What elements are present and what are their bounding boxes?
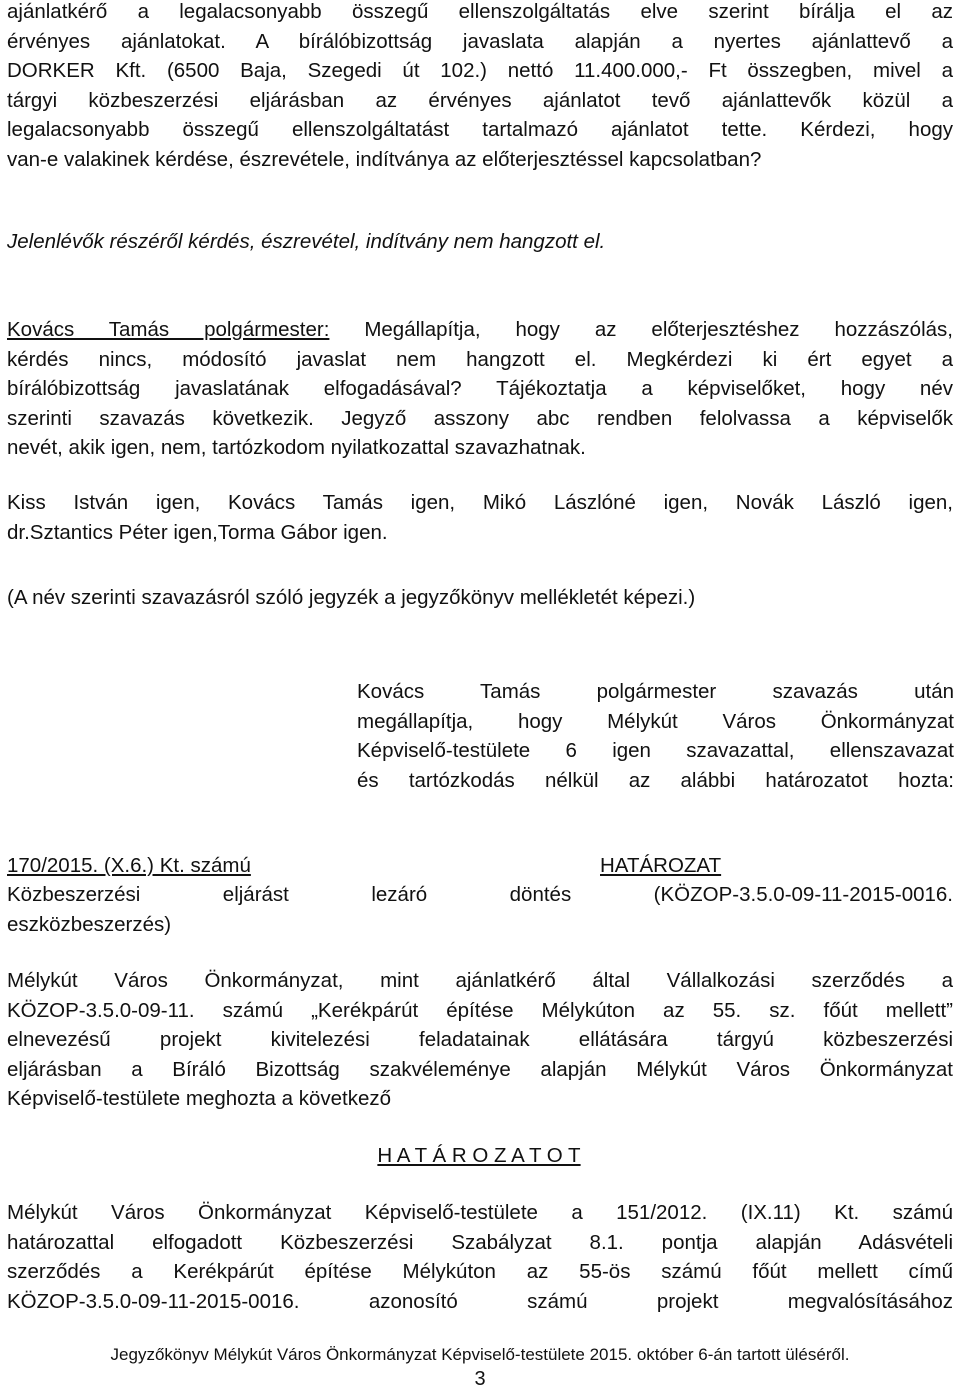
- text-line: szerződés a Kerékpárút építése Mélykúton az 55-ös számú főút mellett című: [7, 1260, 953, 1283]
- vote-result-block: [357, 677, 954, 795]
- decision-subject: [7, 880, 953, 939]
- decision-number: 170/2015. (X.6.) Kt. számú: [7, 854, 251, 877]
- resolution-heading: H A T Á R O Z A T O T: [377, 1144, 581, 1167]
- text-line: bírálóbizottság javaslatának elfogadásával? Tájékoztatja a képviselőket, hogy név: [7, 377, 953, 400]
- text-line: Jelenlévők részéről kérdés, észrevétel, indítvány nem hangzott el.: [7, 230, 606, 253]
- text-line: határozattal elfogadott Közbeszerzési Szabályzat 8.1. pontja alapján Adásvételi: [7, 1230, 953, 1254]
- text-line: kérdés nincs, módosító javaslat nem hangzott el. Megkérdezi ki ért egyet a: [7, 347, 953, 371]
- text-line: szerinti szavazás következik. Jegyző asszony abc rendben felolvassa a képviselők: [7, 406, 953, 430]
- text-line: érvényes ajánlatokat. A bírálóbizottság javaslata alapján a nyertes ajánlattevő a: [7, 29, 953, 53]
- text-line: Mélykút Város Önkormányzat, mint ajánlatkérő által Vállalkozási szerződés a: [7, 969, 953, 992]
- decision-label: HATÁROZAT: [600, 854, 722, 877]
- text-line: [7, 315, 953, 345]
- text-line: megállapítja, hogy Mélykút Város Önkormányzat: [357, 709, 954, 733]
- text-line: van-e valakinek kérdése, észrevétele, indítványa az előterjesztéssel kapcsolatban?: [7, 147, 762, 171]
- speaker-name: Kovács Tamás polgármester:: [7, 318, 330, 341]
- paragraph-mayor-statement: [7, 315, 953, 463]
- paragraph-evaluation: [7, 0, 953, 174]
- text-line: KÖZOP-3.5.0-09-11. számú „Kerékpárút építése Mélykúton az 55. sz. főút mellett”: [7, 998, 953, 1022]
- text-line: eljárásban a Bíráló Bizottság szakvéleménye alapján Mélykút Város Önkormányzat: [7, 1057, 953, 1081]
- text-line: legalacsonyabb összegű ellenszolgáltatást tartalmazó ajánlatot tette. Kérdezi, hogy: [7, 118, 953, 141]
- page-number: 3: [474, 1368, 486, 1390]
- text-line: ajánlatkérő a legalacsonyabb összegű ellenszolgáltatás elve szerint bírálja el az: [7, 0, 953, 23]
- text-line: Képviselő-testülete meghozta a következő: [7, 1087, 392, 1110]
- text-line: és tartózkodás nélkül az alábbi határozatot hozta:: [357, 768, 954, 792]
- paragraph-procurement: [7, 966, 953, 1114]
- text-line: elnevezésű projekt kivitelezési feladatainak ellátására tárgyú közbeszerzési: [7, 1028, 953, 1051]
- text-line: Képviselő-testülete 6 igen szavazattal, ellenszavazat: [357, 739, 954, 762]
- text-line: eszközbeszerzés): [7, 912, 172, 936]
- text-line: Közbeszerzési eljárást lezáró döntés (KÖZOP-3.5.0-09-11-2015-0016.: [7, 883, 953, 906]
- paragraph-annex-note: [7, 583, 953, 613]
- text-line: Mélykút Város Önkormányzat Képviselő-testülete a 151/2012. (IX.11) Kt. számú: [7, 1201, 953, 1224]
- text-line: Kovács Tamás polgármester szavazás után: [357, 680, 954, 703]
- text-line: KÖZOP-3.5.0-09-11-2015-0016. azonosító számú projekt megvalósításához: [7, 1289, 953, 1313]
- paragraph-votes: [7, 488, 953, 547]
- statement-text: Megállapítja, hogy az előterjesztéshez hozzászólás,: [329, 318, 953, 341]
- text-line: (A név szerinti szavazásról szóló jegyzék a jegyzőkönyv mellékletét képezi.): [7, 586, 696, 609]
- text-line: tárgyi közbeszerzési eljárásban az érvényes ajánlatot tevő ajánlattevők közül a: [7, 88, 953, 112]
- text-line: nevét, akik igen, nem, tartózkodom nyilatkozattal szavazhatnak.: [7, 436, 586, 459]
- page-footer: Jegyzőkönyv Mélykút Város Önkormányzat Képviselő-testülete 2015. október 6-án tartott üléséről.: [110, 1345, 850, 1364]
- text-line: Kiss István igen, Kovács Tamás igen, Mikó Lászlóné igen, Novák László igen,: [7, 491, 953, 514]
- text-line: dr.Sztantics Péter igen,Torma Gábor igen.: [7, 520, 388, 544]
- paragraph-no-comments: [7, 227, 953, 257]
- text-line: DORKER Kft. (6500 Baja, Szegedi út 102.) nettó 11.400.000,- Ft összegben, mivel a: [7, 59, 953, 82]
- paragraph-resolution: [7, 1198, 953, 1316]
